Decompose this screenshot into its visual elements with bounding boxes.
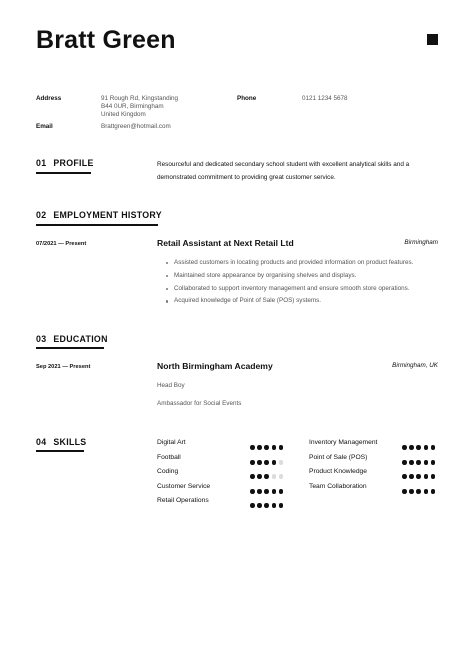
rating-dot-filled-icon	[431, 460, 436, 465]
section-underline	[36, 347, 104, 349]
skill-name: Football	[157, 453, 181, 461]
rating-dot-filled-icon	[402, 460, 407, 465]
section-title-education	[36, 334, 108, 345]
rating-dot-filled-icon	[279, 503, 284, 508]
address-line: United Kingdom	[101, 111, 146, 118]
section-number: 04	[36, 437, 47, 447]
rating-dot-filled-icon	[402, 445, 407, 450]
skill-row	[157, 468, 297, 476]
rating-dot-filled-icon	[279, 445, 284, 450]
skill-row	[309, 454, 449, 462]
address-line: 91 Rough Rd, Kingstanding	[101, 95, 179, 102]
rating-dot-filled-icon	[272, 489, 277, 494]
rating-dot-filled-icon	[409, 489, 414, 494]
list-item: Collaborated to support inventory management and ensure smooth store operations.	[166, 285, 413, 298]
rating-dot-filled-icon	[416, 445, 421, 450]
skill-name: Team Collaboration	[309, 482, 367, 490]
skill-rating	[402, 483, 438, 491]
rating-dot-filled-icon	[250, 489, 255, 494]
rating-dot-filled-icon	[257, 474, 262, 479]
rating-dot-filled-icon	[264, 445, 269, 450]
skill-rating	[250, 454, 286, 462]
rating-dot-empty-icon	[272, 474, 277, 479]
email-label: Email	[36, 123, 53, 130]
section-number: 01	[36, 158, 47, 168]
skill-name: Digital Art	[157, 439, 186, 446]
job-bullet-list	[166, 259, 413, 310]
phone-label: Phone	[237, 95, 257, 102]
job-location: Birmingham	[404, 239, 438, 246]
section-title-skills	[36, 437, 86, 448]
decorative-square-icon	[427, 34, 438, 45]
skill-rating	[402, 468, 438, 476]
employment-date: 07/2021 — Present	[36, 241, 87, 247]
skill-rating	[250, 468, 286, 476]
skill-name: Product Knowledge	[309, 468, 367, 475]
email-value: Brattgreen@hotmail.com	[101, 123, 171, 130]
rating-dot-filled-icon	[402, 474, 407, 479]
rating-dot-filled-icon	[424, 445, 429, 450]
address-line: B44 0UR, Birmingham	[101, 103, 164, 110]
list-item: Acquired knowledge of Point of Sale (POS) systems.	[166, 297, 413, 310]
list-item: Maintained store appearance by organising shelves and displays.	[166, 272, 413, 285]
rating-dot-filled-icon	[257, 489, 262, 494]
skill-rating	[250, 497, 286, 505]
rating-dot-filled-icon	[250, 474, 255, 479]
rating-dot-filled-icon	[424, 474, 429, 479]
skill-rating	[250, 439, 286, 447]
address-label: Address	[36, 95, 62, 102]
rating-dot-filled-icon	[272, 445, 277, 450]
rating-dot-filled-icon	[409, 460, 414, 465]
education-date: Sep 2021 — Present	[36, 364, 91, 370]
section-number: 02	[36, 210, 47, 220]
rating-dot-filled-icon	[431, 445, 436, 450]
skill-name: Retail Operations	[157, 497, 209, 504]
rating-dot-filled-icon	[409, 445, 414, 450]
skill-row	[157, 483, 297, 491]
rating-dot-filled-icon	[250, 503, 255, 508]
rating-dot-filled-icon	[431, 489, 436, 494]
education-line: Ambassador for Social Events	[157, 400, 242, 407]
skill-row	[157, 454, 297, 462]
skill-name: Coding	[157, 468, 179, 475]
rating-dot-filled-icon	[424, 460, 429, 465]
rating-dot-filled-icon	[250, 445, 255, 450]
section-title-employment	[36, 210, 162, 221]
rating-dot-filled-icon	[409, 474, 414, 479]
school-location: Birmingham, UK	[392, 362, 438, 369]
rating-dot-filled-icon	[264, 474, 269, 479]
profile-text: Resourceful and dedicated secondary school student with excellent analytical skills and a demonstrated commitment to providing great customer service.	[157, 161, 410, 181]
section-underline	[36, 450, 84, 452]
skill-rating	[402, 439, 438, 447]
rating-dot-filled-icon	[264, 489, 269, 494]
rating-dot-filled-icon	[264, 460, 269, 465]
section-underline	[36, 172, 91, 174]
school-name: North Birmingham Academy	[157, 361, 273, 371]
rating-dot-filled-icon	[424, 489, 429, 494]
rating-dot-filled-icon	[416, 474, 421, 479]
skill-name: Inventory Management	[309, 439, 378, 446]
section-label: EMPLOYMENT HISTORY	[53, 210, 162, 220]
skill-row	[157, 497, 297, 505]
section-underline	[36, 224, 158, 226]
skill-row	[309, 439, 449, 447]
section-label: EDUCATION	[53, 334, 108, 344]
education-line: Head Boy	[157, 382, 185, 389]
rating-dot-filled-icon	[264, 503, 269, 508]
rating-dot-filled-icon	[257, 460, 262, 465]
phone-value: 0121 1234 5678	[302, 95, 348, 102]
rating-dot-filled-icon	[416, 489, 421, 494]
resume-name: Bratt Green	[36, 26, 176, 54]
skill-row	[309, 483, 449, 491]
rating-dot-filled-icon	[416, 460, 421, 465]
job-title: Retail Assistant at Next Retail Ltd	[157, 238, 294, 248]
rating-dot-filled-icon	[272, 503, 277, 508]
skill-row	[157, 439, 297, 447]
bullet-icon	[166, 262, 168, 264]
rating-dot-empty-icon	[279, 460, 284, 465]
skill-name: Customer Service	[157, 482, 211, 490]
section-label: SKILLS	[53, 437, 87, 447]
skill-row	[309, 468, 449, 476]
rating-dot-filled-icon	[402, 489, 407, 494]
section-label: PROFILE	[53, 158, 94, 168]
rating-dot-filled-icon	[431, 474, 436, 479]
skill-name: Point of Sale (POS)	[309, 453, 368, 461]
rating-dot-filled-icon	[250, 460, 255, 465]
skill-rating	[402, 454, 438, 462]
rating-dot-empty-icon	[279, 474, 284, 479]
section-number: 03	[36, 334, 47, 344]
list-item: Assisted customers in locating products and provided information on product features.	[166, 259, 413, 272]
bullet-icon	[166, 300, 168, 302]
rating-dot-filled-icon	[279, 489, 284, 494]
skill-rating	[250, 483, 286, 491]
bullet-icon	[166, 288, 168, 290]
address-value	[101, 95, 178, 119]
rating-dot-filled-icon	[272, 460, 277, 465]
rating-dot-filled-icon	[257, 503, 262, 508]
bullet-icon	[166, 275, 168, 277]
section-title-profile	[36, 158, 94, 169]
rating-dot-filled-icon	[257, 445, 262, 450]
